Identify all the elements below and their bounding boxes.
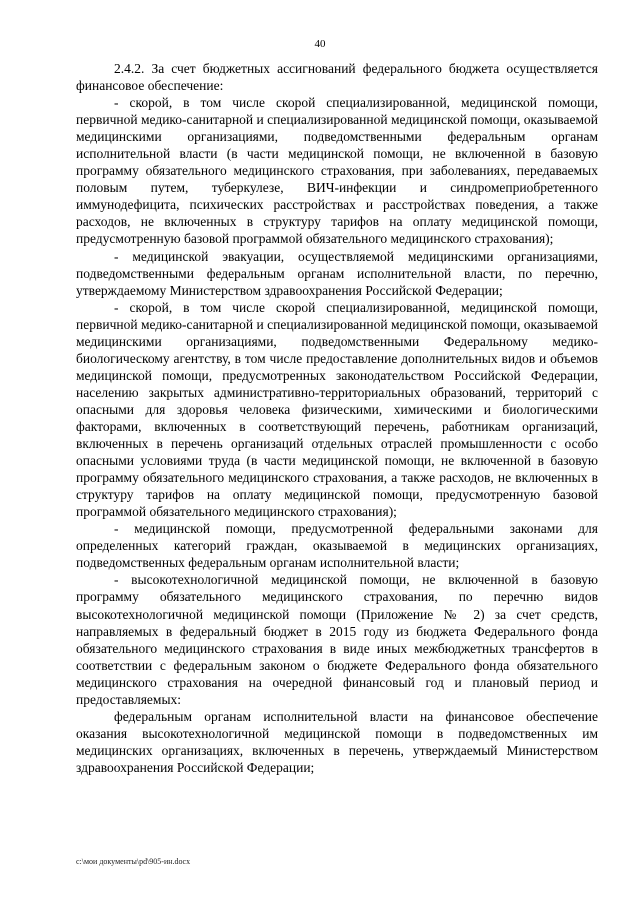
footer-file-path: c:\мои документы\pd\905-ин.docx bbox=[76, 857, 191, 866]
paragraph-item: федеральным органам исполнительной власти на финансовое обеспечение оказания высокотехнологичной медицинской помощи в подведомственных им медицинских организациях, включенных в перечень, утверждаемый Министерством здравоохранения Российской Федерации; bbox=[76, 708, 598, 775]
page-number: 40 bbox=[314, 38, 326, 50]
paragraph-item: - медицинской эвакуации, осуществляемой медицинскими организациями, подведомственными федеральным органам исполнительной власти, по перечню, утверждаемому Министерством здравоохранения Российской Федерации; bbox=[76, 248, 598, 298]
paragraph-item: - медицинской помощи, предусмотренной федеральными законами для определенных категорий граждан, оказываемой в медицинских организациях, подведомственных федеральным органам исполнительной власти; bbox=[76, 521, 598, 571]
paragraph-item: - скорой, в том числе скорой специализированной, медицинской помощи, первичной медико-санитарной и специализированной медицинской помощи, оказываемой медицинскими организациями, подведомственными федеральным органам исполнительной власти (в части медицинской помощи, не включенной в базовую программу обязательного медицинского страхования, при заболеваниях, передаваемых половым путем, туберкулезе, ВИЧ-инфекции и синдромеприобретенного иммунодефицита, психических расстройствах и расстройствах поведения, а также расходов, не включенных в структуру тарифов на оплату медицинской помощи, предусмотренную базовой программой обязательного медицинского страхования); bbox=[76, 95, 598, 247]
paragraph-item: - высокотехнологичной медицинской помощи, не включенной в базовую программу обязательного медицинского страхования, по перечню видов высокотехнологичной медицинской помощи (Приложение № 2) за счет средств, направляемых в федеральный бюджет в 2015 году из бюджета Федерального фонда обязательного медицинского страхования в виде иных межбюджетных трансфертов в соответствии с федеральным законом о бюджете Федерального фонда обязательного медицинского страхования на очередной финансовый год и плановый период и предоставляемых: bbox=[76, 572, 598, 707]
document-body bbox=[76, 60, 598, 776]
paragraph-item: - скорой, в том числе скорой специализированной, медицинской помощи, первичной медико-санитарной и специализированной медицинской помощи, оказываемой медицинскими организациями, подведомственными Федеральному медико-биологическому агентству, в том числе предоставление дополнительных видов и объемов медицинской помощи, предусмотренных законодательством Российской Федерации, населению закрытых административно-территориальных образований, территорий с опасными для здоровья человека физическими, химическими и биологическими факторами, включенных в соответствующий перечень, работникам организаций, включенных в перечень организаций отдельных отраслей промышленности с особо опасными условиями труда (в части медицинской помощи, не включенной в базовую программу обязательного медицинского страхования, а также расходов, не включенных в структуру тарифов на оплату медицинской помощи, предусмотренную базовой программой обязательного медицинского страхования); bbox=[76, 299, 598, 520]
paragraph-section-heading: 2.4.2. За счет бюджетных ассигнований федерального бюджета осуществляется финансовое обеспечение: bbox=[76, 61, 598, 94]
